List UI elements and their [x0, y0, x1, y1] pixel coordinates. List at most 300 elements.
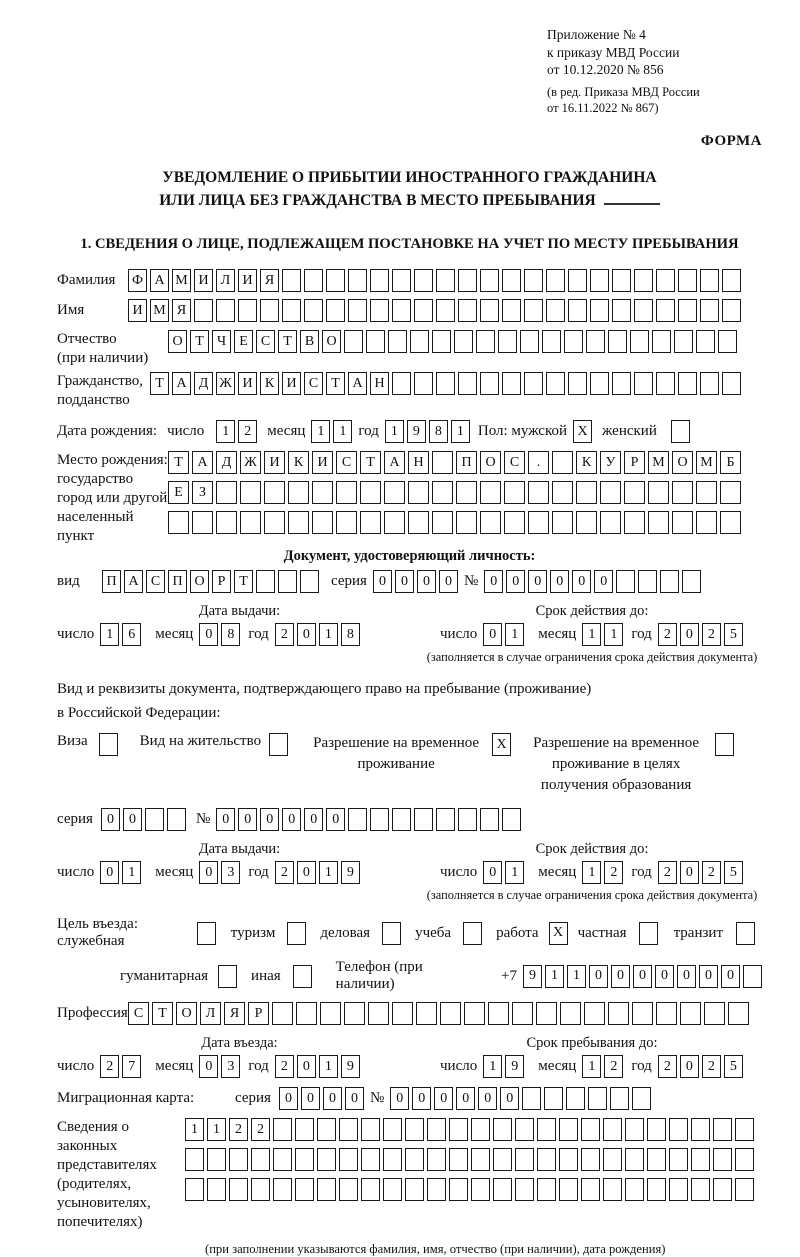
form-cell[interactable]: [581, 1148, 600, 1171]
form-cell[interactable]: 0: [633, 965, 652, 988]
form-cell[interactable]: [537, 1178, 556, 1201]
form-cell[interactable]: 2: [229, 1118, 248, 1141]
form-cell[interactable]: И: [282, 372, 301, 395]
form-cell[interactable]: [344, 1002, 365, 1025]
form-cell[interactable]: [590, 269, 609, 292]
form-cell[interactable]: [317, 1148, 336, 1171]
form-cell[interactable]: [288, 511, 309, 534]
form-cell[interactable]: [432, 330, 451, 353]
form-cell[interactable]: С: [146, 570, 165, 593]
form-cell[interactable]: Т: [360, 451, 381, 474]
form-cell[interactable]: [269, 733, 288, 756]
form-cell[interactable]: И: [238, 269, 257, 292]
form-cell[interactable]: [185, 1148, 204, 1171]
form-cell[interactable]: [449, 1118, 468, 1141]
form-cell[interactable]: [735, 1118, 754, 1141]
form-cell[interactable]: П: [168, 570, 187, 593]
form-cell[interactable]: [524, 372, 543, 395]
form-cell[interactable]: С: [128, 1002, 149, 1025]
form-cell[interactable]: Е: [168, 481, 189, 504]
form-cell[interactable]: [546, 372, 565, 395]
form-cell[interactable]: [656, 1002, 677, 1025]
form-cell[interactable]: 3: [221, 861, 240, 884]
form-cell[interactable]: [194, 299, 213, 322]
form-cell[interactable]: 0: [699, 965, 718, 988]
form-cell[interactable]: [414, 299, 433, 322]
form-cell[interactable]: [504, 511, 525, 534]
form-cell[interactable]: [552, 481, 573, 504]
form-cell[interactable]: А: [384, 451, 405, 474]
form-cell[interactable]: [546, 299, 565, 322]
form-cell[interactable]: Т: [152, 1002, 173, 1025]
form-cell[interactable]: [436, 299, 455, 322]
form-cell[interactable]: [647, 1148, 666, 1171]
form-cell[interactable]: [392, 269, 411, 292]
form-cell[interactable]: [361, 1178, 380, 1201]
form-cell[interactable]: [348, 299, 367, 322]
form-cell[interactable]: [713, 1178, 732, 1201]
form-cell[interactable]: 1: [207, 1118, 226, 1141]
form-cell[interactable]: 2: [275, 623, 294, 646]
form-cell[interactable]: [348, 808, 367, 831]
form-cell[interactable]: [167, 808, 186, 831]
form-cell[interactable]: [696, 481, 717, 504]
form-cell[interactable]: Я: [224, 1002, 245, 1025]
form-cell[interactable]: [560, 1002, 581, 1025]
form-cell[interactable]: [502, 269, 521, 292]
form-cell[interactable]: 0: [680, 861, 699, 884]
form-cell[interactable]: 0: [484, 570, 503, 593]
form-cell[interactable]: X: [573, 420, 592, 443]
form-cell[interactable]: [656, 372, 675, 395]
form-cell[interactable]: [295, 1178, 314, 1201]
form-cell[interactable]: [382, 922, 401, 945]
form-cell[interactable]: 5: [724, 1055, 743, 1078]
form-cell[interactable]: [603, 1178, 622, 1201]
form-cell[interactable]: [722, 299, 741, 322]
form-cell[interactable]: [634, 299, 653, 322]
form-cell[interactable]: 1: [582, 861, 601, 884]
form-cell[interactable]: [634, 269, 653, 292]
form-cell[interactable]: 0: [390, 1087, 409, 1110]
form-cell[interactable]: [370, 269, 389, 292]
form-cell[interactable]: [722, 372, 741, 395]
form-cell[interactable]: 0: [611, 965, 630, 988]
form-cell[interactable]: К: [288, 451, 309, 474]
form-cell[interactable]: [743, 965, 762, 988]
form-cell[interactable]: [256, 570, 275, 593]
form-cell[interactable]: [454, 330, 473, 353]
form-cell[interactable]: [515, 1178, 534, 1201]
form-cell[interactable]: [304, 269, 323, 292]
form-cell[interactable]: 1: [319, 1055, 338, 1078]
form-cell[interactable]: 1: [185, 1118, 204, 1141]
form-cell[interactable]: 0: [297, 1055, 316, 1078]
form-cell[interactable]: [678, 372, 697, 395]
form-cell[interactable]: Н: [370, 372, 389, 395]
form-cell[interactable]: С: [256, 330, 275, 353]
form-cell[interactable]: 0: [434, 1087, 453, 1110]
form-cell[interactable]: [502, 299, 521, 322]
form-cell[interactable]: [449, 1178, 468, 1201]
form-cell[interactable]: .: [528, 451, 549, 474]
form-cell[interactable]: Ч: [212, 330, 231, 353]
form-cell[interactable]: [207, 1148, 226, 1171]
form-cell[interactable]: 9: [407, 420, 426, 443]
form-cell[interactable]: [476, 330, 495, 353]
form-cell[interactable]: [610, 1087, 629, 1110]
form-cell[interactable]: 9: [341, 861, 360, 884]
form-cell[interactable]: [559, 1178, 578, 1201]
form-cell[interactable]: И: [264, 451, 285, 474]
form-cell[interactable]: [493, 1178, 512, 1201]
form-cell[interactable]: [295, 1148, 314, 1171]
form-cell[interactable]: М: [172, 269, 191, 292]
form-cell[interactable]: [720, 481, 741, 504]
form-cell[interactable]: [312, 481, 333, 504]
form-cell[interactable]: [436, 269, 455, 292]
form-cell[interactable]: [370, 808, 389, 831]
form-cell[interactable]: 0: [373, 570, 392, 593]
form-cell[interactable]: [99, 733, 118, 756]
form-cell[interactable]: 0: [297, 861, 316, 884]
form-cell[interactable]: [672, 511, 693, 534]
form-cell[interactable]: 2: [251, 1118, 270, 1141]
form-cell[interactable]: [432, 481, 453, 504]
form-cell[interactable]: 2: [702, 861, 721, 884]
form-cell[interactable]: [536, 1002, 557, 1025]
form-cell[interactable]: [427, 1178, 446, 1201]
form-cell[interactable]: [405, 1148, 424, 1171]
form-cell[interactable]: 1: [582, 623, 601, 646]
form-cell[interactable]: [405, 1118, 424, 1141]
form-cell[interactable]: [336, 511, 357, 534]
form-cell[interactable]: [542, 330, 561, 353]
form-cell[interactable]: [168, 511, 189, 534]
form-cell[interactable]: [512, 1002, 533, 1025]
form-cell[interactable]: [682, 570, 701, 593]
form-cell[interactable]: [197, 922, 216, 945]
form-cell[interactable]: 2: [702, 623, 721, 646]
form-cell[interactable]: К: [260, 372, 279, 395]
form-cell[interactable]: И: [238, 372, 257, 395]
form-cell[interactable]: [552, 511, 573, 534]
form-cell[interactable]: [405, 1178, 424, 1201]
form-cell[interactable]: Д: [216, 451, 237, 474]
form-cell[interactable]: [502, 372, 521, 395]
form-cell[interactable]: [278, 570, 297, 593]
form-cell[interactable]: [612, 372, 631, 395]
form-cell[interactable]: 1: [385, 420, 404, 443]
form-cell[interactable]: [282, 299, 301, 322]
form-cell[interactable]: [674, 330, 693, 353]
form-cell[interactable]: [504, 481, 525, 504]
form-cell[interactable]: [272, 1002, 293, 1025]
form-cell[interactable]: X: [492, 733, 511, 756]
form-cell[interactable]: [304, 299, 323, 322]
form-cell[interactable]: И: [128, 299, 147, 322]
form-cell[interactable]: 5: [724, 861, 743, 884]
form-cell[interactable]: [700, 299, 719, 322]
form-cell[interactable]: [238, 299, 257, 322]
form-cell[interactable]: Р: [248, 1002, 269, 1025]
form-cell[interactable]: [282, 269, 301, 292]
form-cell[interactable]: [718, 330, 737, 353]
form-cell[interactable]: [498, 330, 517, 353]
form-cell[interactable]: Б: [720, 451, 741, 474]
form-cell[interactable]: 0: [550, 570, 569, 593]
form-cell[interactable]: [656, 269, 675, 292]
form-cell[interactable]: С: [336, 451, 357, 474]
form-cell[interactable]: Т: [278, 330, 297, 353]
form-cell[interactable]: [464, 1002, 485, 1025]
form-cell[interactable]: [493, 1118, 512, 1141]
form-cell[interactable]: [414, 269, 433, 292]
form-cell[interactable]: 0: [500, 1087, 519, 1110]
form-cell[interactable]: 0: [301, 1087, 320, 1110]
form-cell[interactable]: [273, 1148, 292, 1171]
form-cell[interactable]: [260, 299, 279, 322]
form-cell[interactable]: [590, 299, 609, 322]
form-cell[interactable]: [720, 511, 741, 534]
form-cell[interactable]: 2: [604, 1055, 623, 1078]
form-cell[interactable]: [632, 1087, 651, 1110]
form-cell[interactable]: [515, 1148, 534, 1171]
form-cell[interactable]: 0: [483, 623, 502, 646]
form-cell[interactable]: [480, 372, 499, 395]
form-cell[interactable]: X: [549, 922, 568, 945]
form-cell[interactable]: [552, 451, 573, 474]
form-cell[interactable]: [408, 511, 429, 534]
form-cell[interactable]: [546, 269, 565, 292]
form-cell[interactable]: 1: [319, 861, 338, 884]
form-cell[interactable]: 0: [199, 1055, 218, 1078]
form-cell[interactable]: О: [480, 451, 501, 474]
form-cell[interactable]: [608, 1002, 629, 1025]
form-cell[interactable]: [392, 372, 411, 395]
form-cell[interactable]: [648, 511, 669, 534]
form-cell[interactable]: Р: [624, 451, 645, 474]
form-cell[interactable]: [229, 1178, 248, 1201]
form-cell[interactable]: [612, 299, 631, 322]
form-cell[interactable]: 2: [658, 623, 677, 646]
form-cell[interactable]: [603, 1118, 622, 1141]
form-cell[interactable]: Я: [172, 299, 191, 322]
form-cell[interactable]: [488, 1002, 509, 1025]
form-cell[interactable]: [339, 1148, 358, 1171]
form-cell[interactable]: 0: [326, 808, 345, 831]
form-cell[interactable]: [392, 808, 411, 831]
form-cell[interactable]: [427, 1118, 446, 1141]
form-cell[interactable]: [735, 1148, 754, 1171]
form-cell[interactable]: Т: [234, 570, 253, 593]
form-cell[interactable]: [384, 511, 405, 534]
form-cell[interactable]: [660, 570, 679, 593]
form-cell[interactable]: А: [124, 570, 143, 593]
form-cell[interactable]: [515, 1118, 534, 1141]
form-cell[interactable]: [192, 511, 213, 534]
form-cell[interactable]: [672, 481, 693, 504]
form-cell[interactable]: С: [504, 451, 525, 474]
form-cell[interactable]: 0: [345, 1087, 364, 1110]
form-cell[interactable]: [600, 511, 621, 534]
form-cell[interactable]: [384, 481, 405, 504]
form-cell[interactable]: И: [312, 451, 333, 474]
form-cell[interactable]: А: [150, 269, 169, 292]
form-cell[interactable]: [696, 330, 715, 353]
form-cell[interactable]: Ж: [216, 372, 235, 395]
form-cell[interactable]: [471, 1148, 490, 1171]
form-cell[interactable]: [427, 1148, 446, 1171]
form-cell[interactable]: [713, 1118, 732, 1141]
form-cell[interactable]: [576, 511, 597, 534]
form-cell[interactable]: [691, 1118, 710, 1141]
form-cell[interactable]: М: [696, 451, 717, 474]
form-cell[interactable]: [586, 330, 605, 353]
form-cell[interactable]: 9: [523, 965, 542, 988]
form-cell[interactable]: [625, 1178, 644, 1201]
form-cell[interactable]: [432, 511, 453, 534]
form-cell[interactable]: [326, 299, 345, 322]
form-cell[interactable]: [392, 299, 411, 322]
form-cell[interactable]: [625, 1118, 644, 1141]
form-cell[interactable]: О: [190, 570, 209, 593]
form-cell[interactable]: [625, 1148, 644, 1171]
form-cell[interactable]: [600, 481, 621, 504]
form-cell[interactable]: [366, 330, 385, 353]
form-cell[interactable]: Ж: [240, 451, 261, 474]
form-cell[interactable]: [339, 1118, 358, 1141]
form-cell[interactable]: [647, 1178, 666, 1201]
form-cell[interactable]: [700, 372, 719, 395]
form-cell[interactable]: 0: [282, 808, 301, 831]
form-cell[interactable]: [336, 481, 357, 504]
form-cell[interactable]: 2: [275, 861, 294, 884]
form-cell[interactable]: [295, 1118, 314, 1141]
form-cell[interactable]: [458, 269, 477, 292]
form-cell[interactable]: 0: [260, 808, 279, 831]
form-cell[interactable]: [392, 1002, 413, 1025]
form-cell[interactable]: [669, 1148, 688, 1171]
form-cell[interactable]: [273, 1178, 292, 1201]
form-cell[interactable]: [581, 1178, 600, 1201]
form-cell[interactable]: 2: [604, 861, 623, 884]
form-cell[interactable]: О: [176, 1002, 197, 1025]
form-cell[interactable]: [360, 511, 381, 534]
form-cell[interactable]: М: [648, 451, 669, 474]
form-cell[interactable]: [414, 808, 433, 831]
form-cell[interactable]: [480, 269, 499, 292]
form-cell[interactable]: 0: [456, 1087, 475, 1110]
form-cell[interactable]: [388, 330, 407, 353]
form-cell[interactable]: [360, 481, 381, 504]
form-cell[interactable]: [715, 733, 734, 756]
form-cell[interactable]: П: [102, 570, 121, 593]
form-cell[interactable]: 0: [594, 570, 613, 593]
form-cell[interactable]: [520, 330, 539, 353]
form-cell[interactable]: 0: [304, 808, 323, 831]
form-cell[interactable]: [624, 511, 645, 534]
form-cell[interactable]: [612, 269, 631, 292]
form-cell[interactable]: [264, 481, 285, 504]
form-cell[interactable]: 0: [100, 861, 119, 884]
form-cell[interactable]: [544, 1087, 563, 1110]
form-cell[interactable]: Л: [216, 269, 235, 292]
form-cell[interactable]: Е: [234, 330, 253, 353]
form-cell[interactable]: 0: [680, 623, 699, 646]
form-cell[interactable]: [691, 1148, 710, 1171]
form-cell[interactable]: [251, 1178, 270, 1201]
form-cell[interactable]: О: [322, 330, 341, 353]
form-cell[interactable]: [713, 1148, 732, 1171]
form-cell[interactable]: 0: [572, 570, 591, 593]
form-cell[interactable]: 1: [216, 420, 235, 443]
form-cell[interactable]: 9: [505, 1055, 524, 1078]
form-cell[interactable]: [480, 511, 501, 534]
form-cell[interactable]: [680, 1002, 701, 1025]
form-cell[interactable]: [704, 1002, 725, 1025]
form-cell[interactable]: [671, 420, 690, 443]
form-cell[interactable]: 0: [677, 965, 696, 988]
form-cell[interactable]: С: [304, 372, 323, 395]
form-cell[interactable]: [185, 1178, 204, 1201]
form-cell[interactable]: 8: [429, 420, 448, 443]
form-cell[interactable]: 0: [439, 570, 458, 593]
form-cell[interactable]: [559, 1118, 578, 1141]
form-cell[interactable]: [456, 481, 477, 504]
form-cell[interactable]: 0: [506, 570, 525, 593]
form-cell[interactable]: 2: [100, 1055, 119, 1078]
form-cell[interactable]: [537, 1148, 556, 1171]
form-cell[interactable]: Т: [190, 330, 209, 353]
form-cell[interactable]: [568, 372, 587, 395]
form-cell[interactable]: 0: [297, 623, 316, 646]
form-cell[interactable]: 0: [478, 1087, 497, 1110]
form-cell[interactable]: В: [300, 330, 319, 353]
form-cell[interactable]: [317, 1118, 336, 1141]
form-cell[interactable]: 5: [724, 623, 743, 646]
form-cell[interactable]: [669, 1178, 688, 1201]
form-cell[interactable]: [493, 1148, 512, 1171]
form-cell[interactable]: О: [672, 451, 693, 474]
form-cell[interactable]: [624, 481, 645, 504]
form-cell[interactable]: [216, 481, 237, 504]
form-cell[interactable]: [639, 922, 658, 945]
form-cell[interactable]: [296, 1002, 317, 1025]
form-cell[interactable]: 1: [604, 623, 623, 646]
form-cell[interactable]: 0: [680, 1055, 699, 1078]
form-cell[interactable]: [603, 1148, 622, 1171]
form-cell[interactable]: [480, 481, 501, 504]
form-cell[interactable]: [458, 299, 477, 322]
form-cell[interactable]: 0: [323, 1087, 342, 1110]
form-cell[interactable]: 0: [199, 623, 218, 646]
form-cell[interactable]: [566, 1087, 585, 1110]
form-cell[interactable]: [634, 372, 653, 395]
form-cell[interactable]: [293, 965, 312, 988]
form-cell[interactable]: [273, 1118, 292, 1141]
form-cell[interactable]: [449, 1148, 468, 1171]
form-cell[interactable]: 1: [483, 1055, 502, 1078]
form-cell[interactable]: [696, 511, 717, 534]
form-cell[interactable]: [564, 330, 583, 353]
form-cell[interactable]: М: [150, 299, 169, 322]
form-cell[interactable]: 8: [221, 623, 240, 646]
form-cell[interactable]: П: [456, 451, 477, 474]
form-cell[interactable]: 0: [395, 570, 414, 593]
form-cell[interactable]: [722, 269, 741, 292]
form-cell[interactable]: 0: [655, 965, 674, 988]
